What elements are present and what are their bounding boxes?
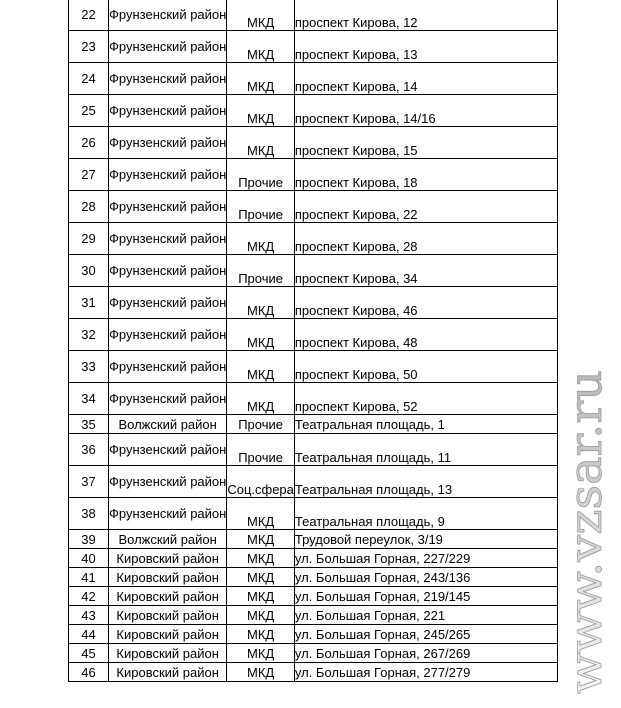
- district-cell: Фрунзенский район: [109, 287, 227, 319]
- table-row: [69, 287, 558, 319]
- table-row: [69, 663, 558, 682]
- object-type-cell: МКД: [227, 498, 295, 530]
- address-cell: проспект Кирова, 15: [294, 127, 557, 159]
- district-cell: Фрунзенский район: [109, 383, 227, 415]
- address-cell: проспект Кирова, 12: [294, 0, 557, 31]
- object-type-cell: МКД: [227, 127, 295, 159]
- table-row: [69, 530, 558, 549]
- district-cell: Фрунзенский район: [109, 31, 227, 63]
- watermark-text: www.vzsar.ru: [559, 389, 612, 694]
- object-type-cell: МКД: [227, 31, 295, 63]
- district-cell: Фрунзенский район: [109, 434, 227, 466]
- district-cell: Фрунзенский район: [109, 0, 227, 31]
- table-row: [69, 606, 558, 625]
- address-cell: проспект Кирова, 18: [294, 159, 557, 191]
- row-number: 24: [69, 63, 109, 95]
- table-row: [69, 255, 558, 287]
- table-row: [69, 415, 558, 434]
- district-cell: Фрунзенский район: [109, 498, 227, 530]
- object-type-cell: МКД: [227, 549, 295, 568]
- row-number: 30: [69, 255, 109, 287]
- object-type-cell: МКД: [227, 606, 295, 625]
- row-number: 42: [69, 587, 109, 606]
- address-cell: проспект Кирова, 14/16: [294, 95, 557, 127]
- object-type-cell: МКД: [227, 287, 295, 319]
- table-row: [69, 383, 558, 415]
- object-type-cell: МКД: [227, 663, 295, 682]
- table-row: [69, 351, 558, 383]
- table-row: [69, 466, 558, 498]
- site-watermark: [559, 368, 612, 696]
- address-cell: ул. Большая Горная, 243/136: [294, 568, 557, 587]
- address-cell: Театральная площадь, 11: [294, 434, 557, 466]
- table-row: [69, 625, 558, 644]
- table-row: [69, 644, 558, 663]
- address-cell: Трудовой переулок, 3/19: [294, 530, 557, 549]
- object-type-cell: Прочие: [227, 434, 295, 466]
- district-cell: Фрунзенский район: [109, 63, 227, 95]
- address-cell: Театральная площадь, 9: [294, 498, 557, 530]
- row-number: 25: [69, 95, 109, 127]
- row-number: 35: [69, 415, 109, 434]
- table-row: [69, 319, 558, 351]
- district-cell: Фрунзенский район: [109, 466, 227, 498]
- row-number: 22: [69, 0, 109, 31]
- district-cell: Фрунзенский район: [109, 223, 227, 255]
- table-row: [69, 223, 558, 255]
- table-row: [69, 498, 558, 530]
- row-number: 37: [69, 466, 109, 498]
- row-number: 43: [69, 606, 109, 625]
- row-number: 41: [69, 568, 109, 587]
- object-type-cell: МКД: [227, 383, 295, 415]
- district-cell: Фрунзенский район: [109, 95, 227, 127]
- address-cell: Театральная площадь, 13: [294, 466, 557, 498]
- address-cell: проспект Кирова, 13: [294, 31, 557, 63]
- row-number: 44: [69, 625, 109, 644]
- row-number: 39: [69, 530, 109, 549]
- address-cell: проспект Кирова, 14: [294, 63, 557, 95]
- object-type-cell: МКД: [227, 63, 295, 95]
- table-row: [69, 159, 558, 191]
- row-number: 33: [69, 351, 109, 383]
- table-row: [69, 568, 558, 587]
- object-type-cell: МКД: [227, 319, 295, 351]
- row-number: 45: [69, 644, 109, 663]
- object-type-cell: МКД: [227, 644, 295, 663]
- row-number: 29: [69, 223, 109, 255]
- table-row: [69, 95, 558, 127]
- address-cell: проспект Кирова, 46: [294, 287, 557, 319]
- district-cell: Фрунзенский район: [109, 319, 227, 351]
- table-row: [69, 63, 558, 95]
- district-cell: Кировский район: [109, 663, 227, 682]
- address-cell: проспект Кирова, 52: [294, 383, 557, 415]
- address-cell: проспект Кирова, 48: [294, 319, 557, 351]
- object-type-cell: Прочие: [227, 191, 295, 223]
- district-cell: Кировский район: [109, 568, 227, 587]
- address-cell: ул. Большая Горная, 245/265: [294, 625, 557, 644]
- district-cell: Фрунзенский район: [109, 351, 227, 383]
- object-type-cell: МКД: [227, 530, 295, 549]
- row-number: 46: [69, 663, 109, 682]
- row-number: 31: [69, 287, 109, 319]
- table-row: [69, 191, 558, 223]
- table-row: [69, 31, 558, 63]
- row-number: 40: [69, 549, 109, 568]
- address-cell: ул. Большая Горная, 227/229: [294, 549, 557, 568]
- row-number: 36: [69, 434, 109, 466]
- address-cell: ул. Большая Горная, 219/145: [294, 587, 557, 606]
- address-cell: ул. Большая Горная, 267/269: [294, 644, 557, 663]
- district-cell: Волжский район: [109, 530, 227, 549]
- district-cell: Кировский район: [109, 644, 227, 663]
- table-row: [69, 549, 558, 568]
- address-cell: проспект Кирова, 34: [294, 255, 557, 287]
- district-cell: Кировский район: [109, 587, 227, 606]
- object-type-cell: МКД: [227, 587, 295, 606]
- table-row: [69, 587, 558, 606]
- district-cell: Кировский район: [109, 625, 227, 644]
- object-type-cell: Прочие: [227, 415, 295, 434]
- table-row: [69, 127, 558, 159]
- district-cell: Волжский район: [109, 415, 227, 434]
- address-cell: проспект Кирова, 50: [294, 351, 557, 383]
- table-row: [69, 434, 558, 466]
- address-cell: ул. Большая Горная, 221: [294, 606, 557, 625]
- object-type-cell: МКД: [227, 568, 295, 587]
- object-type-cell: МКД: [227, 0, 295, 31]
- object-type-cell: Прочие: [227, 255, 295, 287]
- district-cell: Кировский район: [109, 549, 227, 568]
- row-number: 27: [69, 159, 109, 191]
- district-cell: Кировский район: [109, 606, 227, 625]
- object-type-cell: МКД: [227, 223, 295, 255]
- row-number: 34: [69, 383, 109, 415]
- table-body: [69, 0, 558, 682]
- address-cell: проспект Кирова, 28: [294, 223, 557, 255]
- object-type-cell: МКД: [227, 625, 295, 644]
- address-cell: ул. Большая Горная, 277/279: [294, 663, 557, 682]
- row-number: 26: [69, 127, 109, 159]
- object-type-cell: Соц.сфера: [227, 466, 295, 498]
- row-number: 38: [69, 498, 109, 530]
- address-cell: проспект Кирова, 22: [294, 191, 557, 223]
- row-number: 32: [69, 319, 109, 351]
- object-type-cell: Прочие: [227, 159, 295, 191]
- row-number: 28: [69, 191, 109, 223]
- district-cell: Фрунзенский район: [109, 191, 227, 223]
- district-cell: Фрунзенский район: [109, 127, 227, 159]
- table-row: [69, 0, 558, 31]
- address-table: [68, 0, 558, 682]
- district-cell: Фрунзенский район: [109, 159, 227, 191]
- address-cell: Театральная площадь, 1: [294, 415, 557, 434]
- object-type-cell: МКД: [227, 95, 295, 127]
- object-type-cell: МКД: [227, 351, 295, 383]
- district-cell: Фрунзенский район: [109, 255, 227, 287]
- row-number: 23: [69, 31, 109, 63]
